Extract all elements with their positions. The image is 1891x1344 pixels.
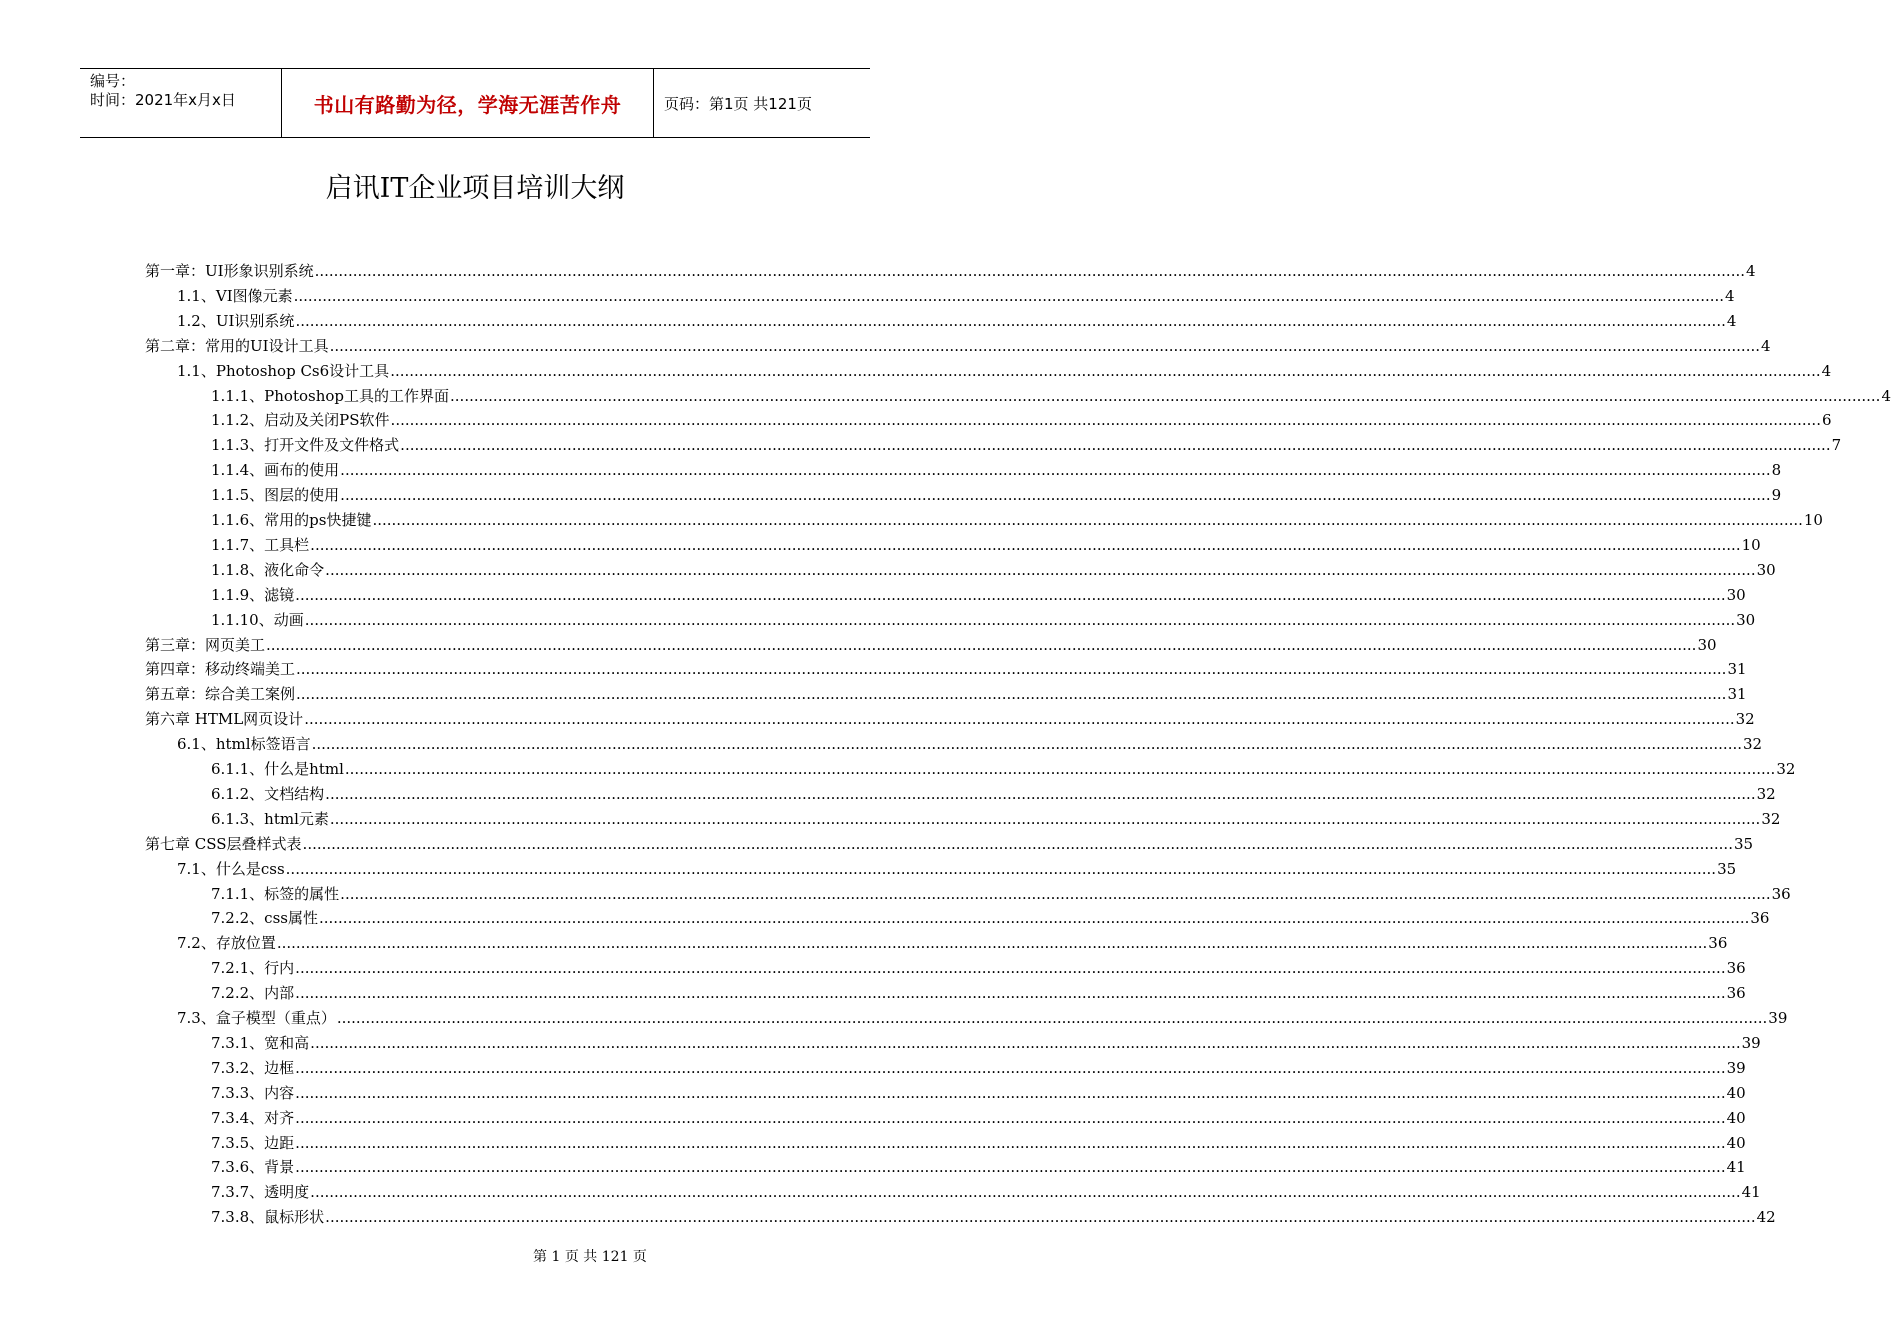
- toc-entry[interactable]: [211, 782, 1776, 807]
- toc-entry-label: 1.2、UI识别系统: [177, 311, 295, 330]
- toc-entry-label: 7.2.2、css属性: [211, 909, 318, 928]
- toc-entry-label: 1.1.2、启动及关闭PS软件: [211, 411, 390, 430]
- toc-leader-dots: ............................................................................................................................................................................................................................................................................................................: [340, 486, 1771, 505]
- toc-entry-page: 36: [1771, 884, 1791, 903]
- toc-leader-dots: ............................................................................................................................................................................................................................................................................................................: [295, 984, 1726, 1003]
- toc-entry-label: 第一章：UI形象识别系统: [145, 262, 314, 280]
- toc-leader-dots: ............................................................................................................................................................................................................................................................................................................: [295, 1133, 1726, 1152]
- toc-entry-page: 4: [1726, 311, 1737, 330]
- toc-entry-label: 7.3.2、边框: [211, 1058, 295, 1077]
- toc-entry-label: 7.3、盒子模型（重点）: [177, 1009, 336, 1027]
- toc-entry[interactable]: [177, 359, 1832, 384]
- header-meta: [80, 69, 282, 137]
- toc-leader-dots: ............................................................................................................................................................................................................................................................................................................: [318, 909, 1750, 928]
- toc-entry[interactable]: [211, 384, 1891, 409]
- toc-entry-page: 30: [1736, 610, 1756, 629]
- toc-entry-page: 9: [1771, 486, 1782, 505]
- toc-entry[interactable]: [177, 309, 1737, 334]
- page-header: [80, 68, 870, 138]
- toc-entry[interactable]: [177, 857, 1737, 882]
- toc-entry[interactable]: [211, 508, 1823, 533]
- toc-entry[interactable]: [211, 1131, 1746, 1156]
- toc-leader-dots: ............................................................................................................................................................................................................................................................................................................: [304, 710, 1735, 729]
- toc-leader-dots: ............................................................................................................................................................................................................................................................................................................: [304, 610, 1736, 629]
- toc-entry-page: 40: [1726, 1108, 1746, 1127]
- toc-entry-label: 1.1.9、滤镜: [211, 585, 295, 604]
- header-motto: 书山有路勤为径，学海无涯苦作舟: [282, 69, 654, 137]
- toc-entry[interactable]: [211, 757, 1796, 782]
- time-label: 时间：2021年x月x日: [90, 91, 236, 109]
- toc-leader-dots: ............................................................................................................................................................................................................................................................................................................: [276, 934, 1708, 953]
- toc-entry[interactable]: [211, 483, 1782, 508]
- toc-entry[interactable]: [211, 1180, 1761, 1205]
- toc-entry-label: 6.1.3、html元素: [211, 809, 329, 828]
- toc-entry-label: 1.1、VI图像元素: [177, 286, 293, 305]
- toc-entry-page: 8: [1771, 461, 1782, 480]
- toc-leader-dots: ............................................................................................................................................................................................................................................................................................................: [310, 1033, 1741, 1052]
- toc-leader-dots: ............................................................................................................................................................................................................................................................................................................: [336, 1009, 1768, 1027]
- toc-entry-page: 36: [1726, 959, 1746, 978]
- toc-entry[interactable]: [211, 1106, 1746, 1131]
- toc-entry-page: 4: [1746, 262, 1756, 280]
- toc-entry-page: 30: [1697, 635, 1717, 654]
- toc-entry-label: 7.3.4、对齐: [211, 1108, 295, 1127]
- toc-entry[interactable]: [211, 981, 1746, 1006]
- number-label: 编号：: [90, 72, 136, 90]
- toc-entry[interactable]: [177, 931, 1728, 956]
- toc-entry[interactable]: [145, 259, 1756, 284]
- toc-entry-label: 7.3.8、鼠标形状: [211, 1208, 325, 1227]
- toc-entry[interactable]: [177, 732, 1763, 757]
- toc-entry-label: 7.2.2、内部: [211, 984, 295, 1003]
- toc-entry-page: 42: [1756, 1208, 1776, 1227]
- toc-entry[interactable]: [211, 1155, 1746, 1180]
- toc-entry-label: 6.1.2、文档结构: [211, 784, 325, 803]
- toc-entry-label: 第七章 CSS层叠样式表: [145, 834, 302, 853]
- toc-leader-dots: ............................................................................................................................................................................................................................................................................................................: [329, 336, 1760, 355]
- toc-entry[interactable]: [211, 558, 1776, 583]
- toc-entry[interactable]: [145, 657, 1747, 682]
- toc-entry-label: 1.1.3、打开文件及文件格式: [211, 436, 400, 455]
- toc-entry[interactable]: [211, 408, 1832, 433]
- toc-entry-label: 1.1.10、动画: [211, 610, 304, 629]
- toc-entry-page: 7: [1831, 436, 1842, 455]
- toc-leader-dots: ............................................................................................................................................................................................................................................................................................................: [296, 660, 1727, 679]
- toc-entry-page: 35: [1733, 834, 1754, 853]
- toc-entry[interactable]: [211, 882, 1791, 907]
- toc-leader-dots: ............................................................................................................................................................................................................................................................................................................: [329, 809, 1761, 828]
- toc-entry-label: 7.1.1、标签的属性: [211, 884, 340, 903]
- toc-entry[interactable]: [211, 1081, 1746, 1106]
- toc-leader-dots: ............................................................................................................................................................................................................................................................................................................: [340, 461, 1771, 480]
- toc-entry-page: 32: [1735, 710, 1755, 729]
- toc-leader-dots: ............................................................................................................................................................................................................................................................................................................: [310, 1183, 1741, 1202]
- toc-entry-label: 7.3.7、透明度: [211, 1183, 310, 1202]
- toc-leader-dots: ............................................................................................................................................................................................................................................................................................................: [340, 884, 1771, 903]
- toc-entry-label: 7.3.1、宽和高: [211, 1033, 310, 1052]
- toc-entry-page: 4: [1725, 286, 1735, 305]
- toc-entry[interactable]: [211, 956, 1746, 981]
- toc-entry-label: 7.3.3、内容: [211, 1083, 295, 1102]
- toc-entry[interactable]: [211, 458, 1782, 483]
- toc-entry[interactable]: [211, 1031, 1761, 1056]
- toc-entry-label: 7.3.5、边距: [211, 1133, 295, 1152]
- toc-leader-dots: ............................................................................................................................................................................................................................................................................................................: [325, 560, 1756, 579]
- toc-leader-dots: ............................................................................................................................................................................................................................................................................................................: [266, 635, 1697, 654]
- toc-entry[interactable]: [211, 1056, 1746, 1081]
- toc-entry-page: 30: [1756, 560, 1776, 579]
- toc-leader-dots: ............................................................................................................................................................................................................................................................................................................: [296, 685, 1727, 704]
- toc-entry[interactable]: [211, 608, 1756, 633]
- toc-entry[interactable]: [211, 433, 1842, 458]
- toc-entry-label: 7.2.1、行内: [211, 959, 295, 978]
- document-title: 启讯IT企业项目培训大纲: [325, 173, 625, 204]
- toc-leader-dots: ............................................................................................................................................................................................................................................................................................................: [450, 386, 1881, 405]
- toc-leader-dots: ............................................................................................................................................................................................................................................................................................................: [295, 585, 1726, 604]
- toc-leader-dots: ............................................................................................................................................................................................................................................................................................................: [295, 1108, 1726, 1127]
- toc-entry-page: 39: [1768, 1009, 1788, 1027]
- toc-entry-page: 40: [1726, 1083, 1746, 1102]
- toc-entry-page: 4: [1821, 361, 1832, 380]
- toc-leader-dots: ............................................................................................................................................................................................................................................................................................................: [400, 436, 1831, 455]
- page-footer: 第 1 页 共 121 页: [533, 1249, 647, 1265]
- toc-entry-label: 7.3.6、背景: [211, 1158, 295, 1177]
- toc-entry-label: 1.1.7、工具栏: [211, 535, 310, 554]
- toc-entry-label: 1.1.4、画布的使用: [211, 461, 340, 480]
- toc-entry-page: 32: [1756, 784, 1776, 803]
- toc-entry-label: 第二章：常用的UI设计工具: [145, 336, 329, 355]
- toc-entry-label: 1.1.1、Photoshop工具的工作界面: [211, 386, 450, 405]
- toc-leader-dots: ............................................................................................................................................................................................................................................................................................................: [293, 286, 1725, 305]
- toc-entry-label: 第三章：网页美工: [145, 635, 266, 654]
- toc-entry-page: 39: [1726, 1058, 1746, 1077]
- toc-entry[interactable]: [145, 334, 1771, 359]
- toc-entry-page: 10: [1803, 511, 1823, 529]
- toc-entry-page: 32: [1743, 735, 1763, 754]
- toc-leader-dots: ............................................................................................................................................................................................................................................................................................................: [295, 311, 1726, 330]
- toc-entry[interactable]: [211, 583, 1746, 608]
- toc-entry[interactable]: [211, 906, 1770, 931]
- toc-leader-dots: ............................................................................................................................................................................................................................................................................................................: [295, 1083, 1726, 1102]
- toc-entry-label: 1.1、Photoshop Cs6设计工具: [177, 361, 390, 380]
- toc-entry-page: 30: [1726, 585, 1746, 604]
- toc-entry[interactable]: [145, 707, 1755, 732]
- toc-entry[interactable]: [145, 633, 1717, 658]
- toc-entry[interactable]: [211, 1205, 1776, 1230]
- toc-leader-dots: ............................................................................................................................................................................................................................................................................................................: [325, 1208, 1756, 1227]
- toc-entry-page: 31: [1727, 660, 1747, 679]
- toc-leader-dots: ............................................................................................................................................................................................................................................................................................................: [390, 411, 1821, 430]
- toc-entry-label: 7.2、存放位置: [177, 934, 276, 953]
- toc-entry-page: 10: [1741, 535, 1761, 554]
- toc-entry-page: 31: [1727, 685, 1747, 704]
- toc-entry-page: 4: [1881, 386, 1891, 405]
- toc-leader-dots: ............................................................................................................................................................................................................................................................................................................: [295, 1058, 1726, 1077]
- toc-entry-page: 41: [1741, 1183, 1761, 1202]
- toc-leader-dots: ............................................................................................................................................................................................................................................................................................................: [295, 1158, 1726, 1177]
- toc-entry-page: 32: [1761, 809, 1781, 828]
- toc-entry[interactable]: [177, 284, 1735, 309]
- toc-entry-label: 1.1.6、常用的ps快捷键: [211, 511, 372, 529]
- toc-entry-label: 1.1.8、液化命令: [211, 560, 325, 579]
- toc-entry-page: 36: [1750, 909, 1770, 928]
- toc-leader-dots: ............................................................................................................................................................................................................................................................................................................: [314, 262, 1745, 280]
- toc-entry-page: 36: [1726, 984, 1746, 1003]
- toc-leader-dots: ............................................................................................................................................................................................................................................................................................................: [344, 760, 1776, 778]
- toc-leader-dots: ............................................................................................................................................................................................................................................................................................................: [285, 859, 1717, 878]
- toc-entry-label: 1.1.5、图层的使用: [211, 486, 340, 505]
- toc-entry-page: 36: [1708, 934, 1728, 953]
- toc-entry[interactable]: [211, 807, 1781, 832]
- toc-entry-page: 32: [1776, 760, 1796, 778]
- toc-entry[interactable]: [211, 533, 1761, 558]
- toc-entry-label: 7.1、什么是css: [177, 859, 285, 878]
- toc-leader-dots: ............................................................................................................................................................................................................................................................................................................: [310, 535, 1741, 554]
- toc-entry[interactable]: [145, 682, 1747, 707]
- toc-leader-dots: ............................................................................................................................................................................................................................................................................................................: [325, 784, 1756, 803]
- toc-entry[interactable]: [145, 832, 1754, 857]
- toc-leader-dots: ............................................................................................................................................................................................................................................................................................................: [302, 834, 1733, 853]
- toc-entry-label: 6.1.1、什么是html: [211, 760, 344, 778]
- toc-leader-dots: ............................................................................................................................................................................................................................................................................................................: [311, 735, 1742, 754]
- toc-leader-dots: ............................................................................................................................................................................................................................................................................................................: [372, 511, 1803, 529]
- toc-entry-page: 40: [1726, 1133, 1746, 1152]
- toc-entry-page: 41: [1726, 1158, 1746, 1177]
- toc-entry-page: 6: [1821, 411, 1832, 430]
- toc-entry-label: 6.1、html标签语言: [177, 735, 311, 754]
- header-page-info: 页码：第1页 共121页: [664, 94, 812, 113]
- toc-entry-label: 第六章 HTML网页设计: [145, 710, 304, 729]
- toc-entry-label: 第四章：移动终端美工: [145, 660, 296, 679]
- toc-leader-dots: ............................................................................................................................................................................................................................................................................................................: [295, 959, 1726, 978]
- toc-entry[interactable]: [177, 1006, 1788, 1031]
- toc-entry-page: 35: [1717, 859, 1737, 878]
- toc-entry-page: 4: [1761, 336, 1771, 355]
- toc-entry-page: 39: [1741, 1033, 1761, 1052]
- toc-entry-label: 第五章：综合美工案例: [145, 685, 296, 704]
- toc-leader-dots: ............................................................................................................................................................................................................................................................................................................: [390, 361, 1821, 380]
